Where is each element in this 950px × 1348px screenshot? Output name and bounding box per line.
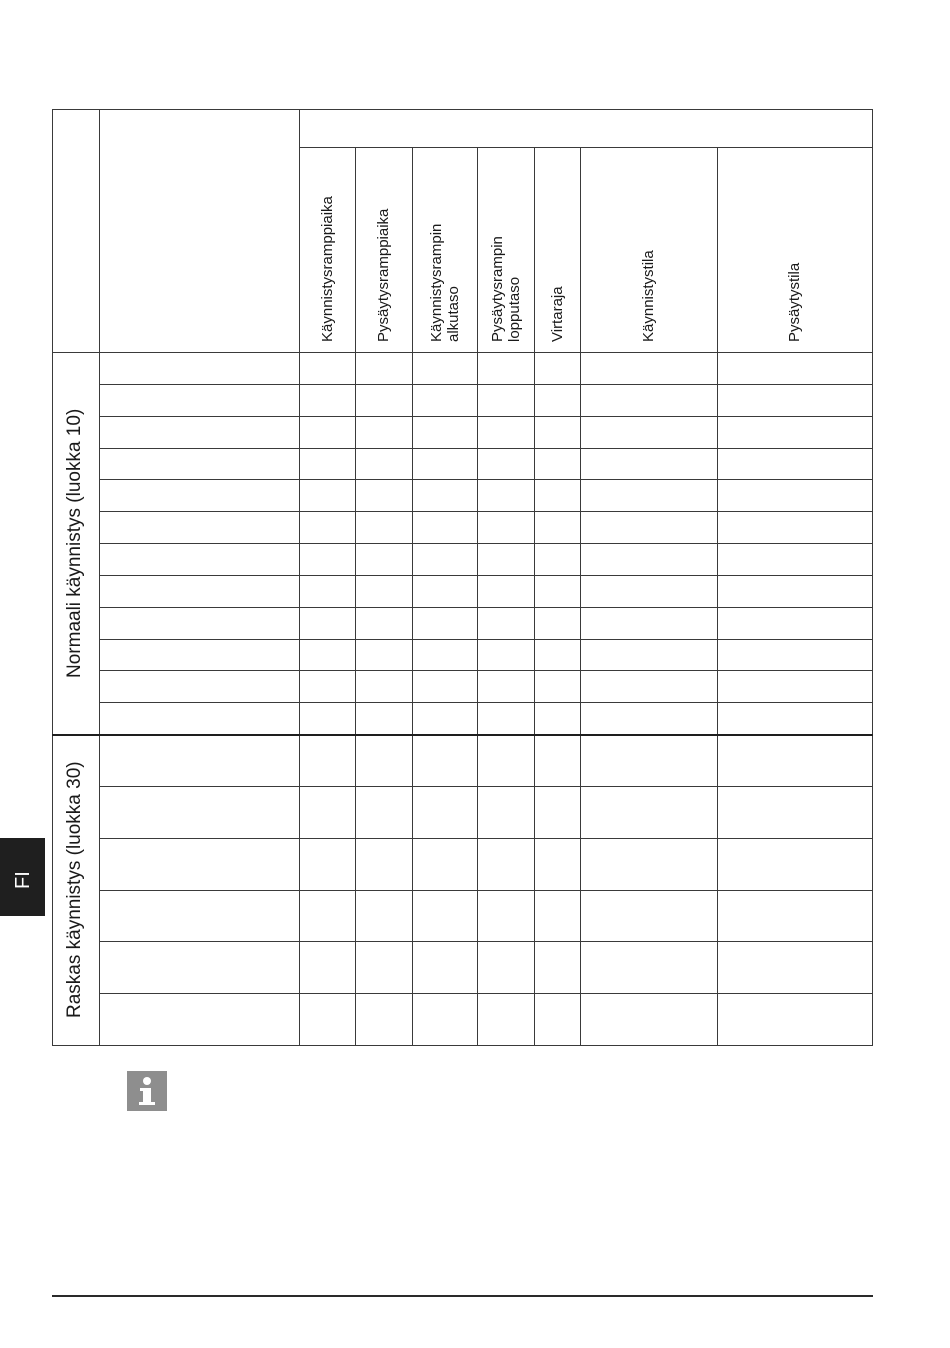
- column-divider: [355, 147, 356, 1046]
- column-header-5: [549, 286, 566, 342]
- column-divider: [412, 147, 413, 1046]
- table-row-divider: [99, 639, 873, 640]
- column-header-line: Virtaraja: [549, 286, 566, 342]
- column-divider: [477, 147, 478, 1046]
- column-header-line: Käynnistysramppiaika: [319, 196, 336, 342]
- group-label-1: Normaali käynnistys (luokka 10): [64, 408, 85, 678]
- table-row-divider: [99, 448, 873, 449]
- column-header-line: Käynnistysrampin: [428, 223, 445, 342]
- header-bottom-border: [52, 352, 873, 353]
- group-label-2: Raskas käynnistys (luokka 30): [64, 761, 85, 1018]
- column-divider: [717, 147, 718, 1046]
- table-row-divider: [99, 384, 873, 385]
- table-left-border: [52, 109, 53, 1046]
- column-divider: [299, 109, 300, 1046]
- column-divider: [580, 147, 581, 1046]
- info-icon: [127, 1071, 167, 1111]
- column-header-1: [319, 196, 336, 342]
- table-top-border: [52, 109, 873, 110]
- table-row-divider: [99, 607, 873, 608]
- table-right-border: [872, 109, 873, 1046]
- column-header-6: [640, 250, 657, 342]
- table-bottom-border: [52, 1045, 873, 1046]
- table-row-divider: [99, 511, 873, 512]
- table-row-divider: [99, 993, 873, 994]
- table-row-divider: [99, 838, 873, 839]
- table-row-divider: [99, 786, 873, 787]
- column-header-7: [786, 263, 803, 342]
- group-separator: [52, 734, 873, 736]
- table-row-divider: [99, 941, 873, 942]
- table-row-divider: [99, 416, 873, 417]
- table-row-divider: [99, 543, 873, 544]
- table-row-divider: [99, 702, 873, 703]
- column-header-line: Pysäytysrampin: [489, 236, 506, 342]
- language-tab-label: FI: [12, 871, 34, 889]
- column-header-line: Pysäytysramppiaika: [375, 208, 392, 342]
- table-row-divider: [99, 479, 873, 480]
- column-header-line: alkutaso: [445, 286, 462, 342]
- column-header-4: [489, 236, 523, 342]
- column-header-2: [375, 209, 392, 342]
- column-header-3: [428, 224, 462, 342]
- column-header-line: Käynnistystila: [640, 250, 657, 342]
- column-divider: [534, 147, 535, 1046]
- column-header-line: lopputaso: [506, 276, 523, 342]
- header-subdivider: [299, 147, 873, 148]
- table-row-divider: [99, 890, 873, 891]
- group-column-divider: [99, 109, 100, 1046]
- footer-rule: [52, 1295, 873, 1297]
- column-header-line: Pysäytystila: [786, 262, 803, 342]
- table-row-divider: [99, 670, 873, 671]
- table-row-divider: [99, 575, 873, 576]
